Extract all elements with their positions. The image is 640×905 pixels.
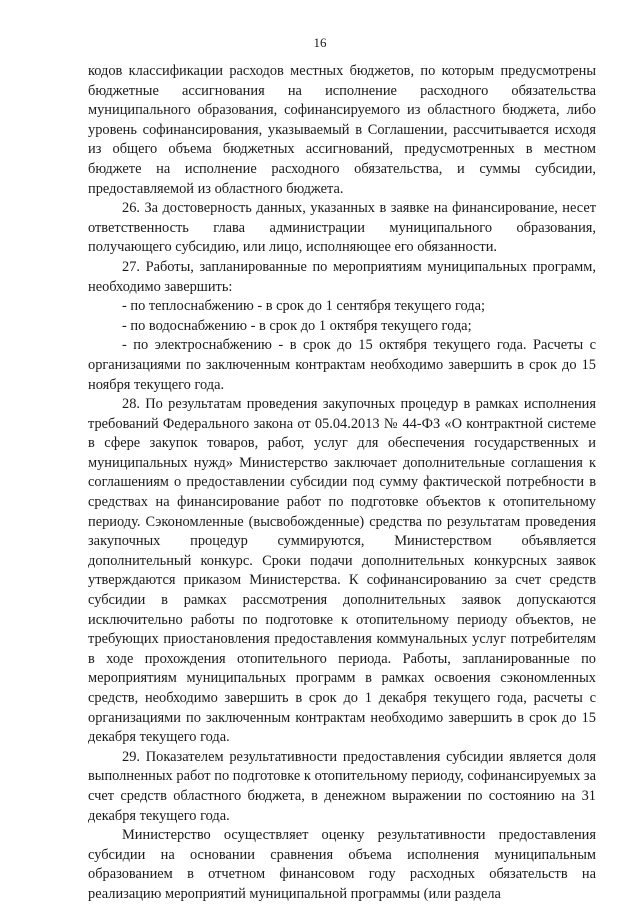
list-item-heat-supply: - по теплоснабжению - в срок до 1 сентября текущего года; [122, 298, 485, 315]
document-body [88, 62, 596, 905]
paragraph-budget-codes: кодов классификации расходов местных бюджетов, по которым предусмотрены бюджетные ассигнования на исполнение расходного обязательства муниципального образования, софинансируемого из областного бюджета, либо уровень софинансирования, указываемый в Соглашении, рассчитывается исходя из общего объема бюджетных ассигнований, предусмотренных в местном бюджете на исполнение расходного обязательства, и суммы субсидии, предоставляемой из областного бюджета. [88, 63, 596, 197]
paragraph-27: 27. Работы, запланированные по мероприятиям муниципальных программ, необходимо завершить: [88, 258, 596, 295]
paragraph-26: 26. За достоверность данных, указанных в заявке на финансирование, несет ответственность глава администрации муниципального образования, получающего субсидию, или лицо, исполняющее его обязанности. [88, 200, 596, 256]
paragraph-29: 29. Показателем результативности предоставления субсидии является доля выполненных работ по подготовке к отопительному периоду, софинансируемых за счет средств областного бюджета, в денежном выражении по состоянию на 31 декабря текущего года. [88, 748, 596, 824]
paragraph-ministry-assessment: Министерство осуществляет оценку результативности предоставления субсидии на основании сравнения объема исполнения муниципальным образованием в отчетном финансовом году расходных обязательств на реализацию мероприятий муниципальной программы (или раздела [88, 827, 596, 902]
paragraph-28: 28. По результатам проведения закупочных процедур в рамках исполнения требований Федерального закона от 05.04.2013 № 44-ФЗ «О контрактной системе в сфере закупок товаров, работ, услуг для обеспечения государственных и муниципальных нужд» Министерство заключает дополнительные соглашения к соглашениям о предоставлении субсидии под сумму фактической потребности в средствах на финансирование работ по подготовке объектов к отопительному периоду. Сэкономленные (высвобожденные) средства по результатам проведения закупочных процедур суммируются, Министерством объявляется дополнительный конкурс. Сроки подачи дополнительных конкурсных заявок утверждаются приказом Министерства. К софинансированию за счет средств субсидии в рамках рассмотрения дополнительных заявок допускаются исключительно работы по подготовке к отопительному периоду объектов, не требующих приостановления предоставления коммунальных услуг потребителям в ходе прохождения отопительного периода. Работы, запланированные по мероприятиям муниципальных программ в рамках освоения сэкономленных средств, необходимо завершить в срок до 1 декабря текущего года, расчеты с организациями по заключенным контрактам необходимо завершить в срок до 15 декабря текущего года. [88, 396, 596, 746]
list-item-power-supply: - по электроснабжению - в срок до 15 октября текущего года. Расчеты с организациями по заключенным контрактам необходимо завершить в срок до 15 ноября текущего года. [88, 337, 596, 393]
list-item-water-supply: - по водоснабжению - в срок до 1 октября текущего года; [122, 317, 472, 334]
page-number: 16 [313, 35, 327, 50]
